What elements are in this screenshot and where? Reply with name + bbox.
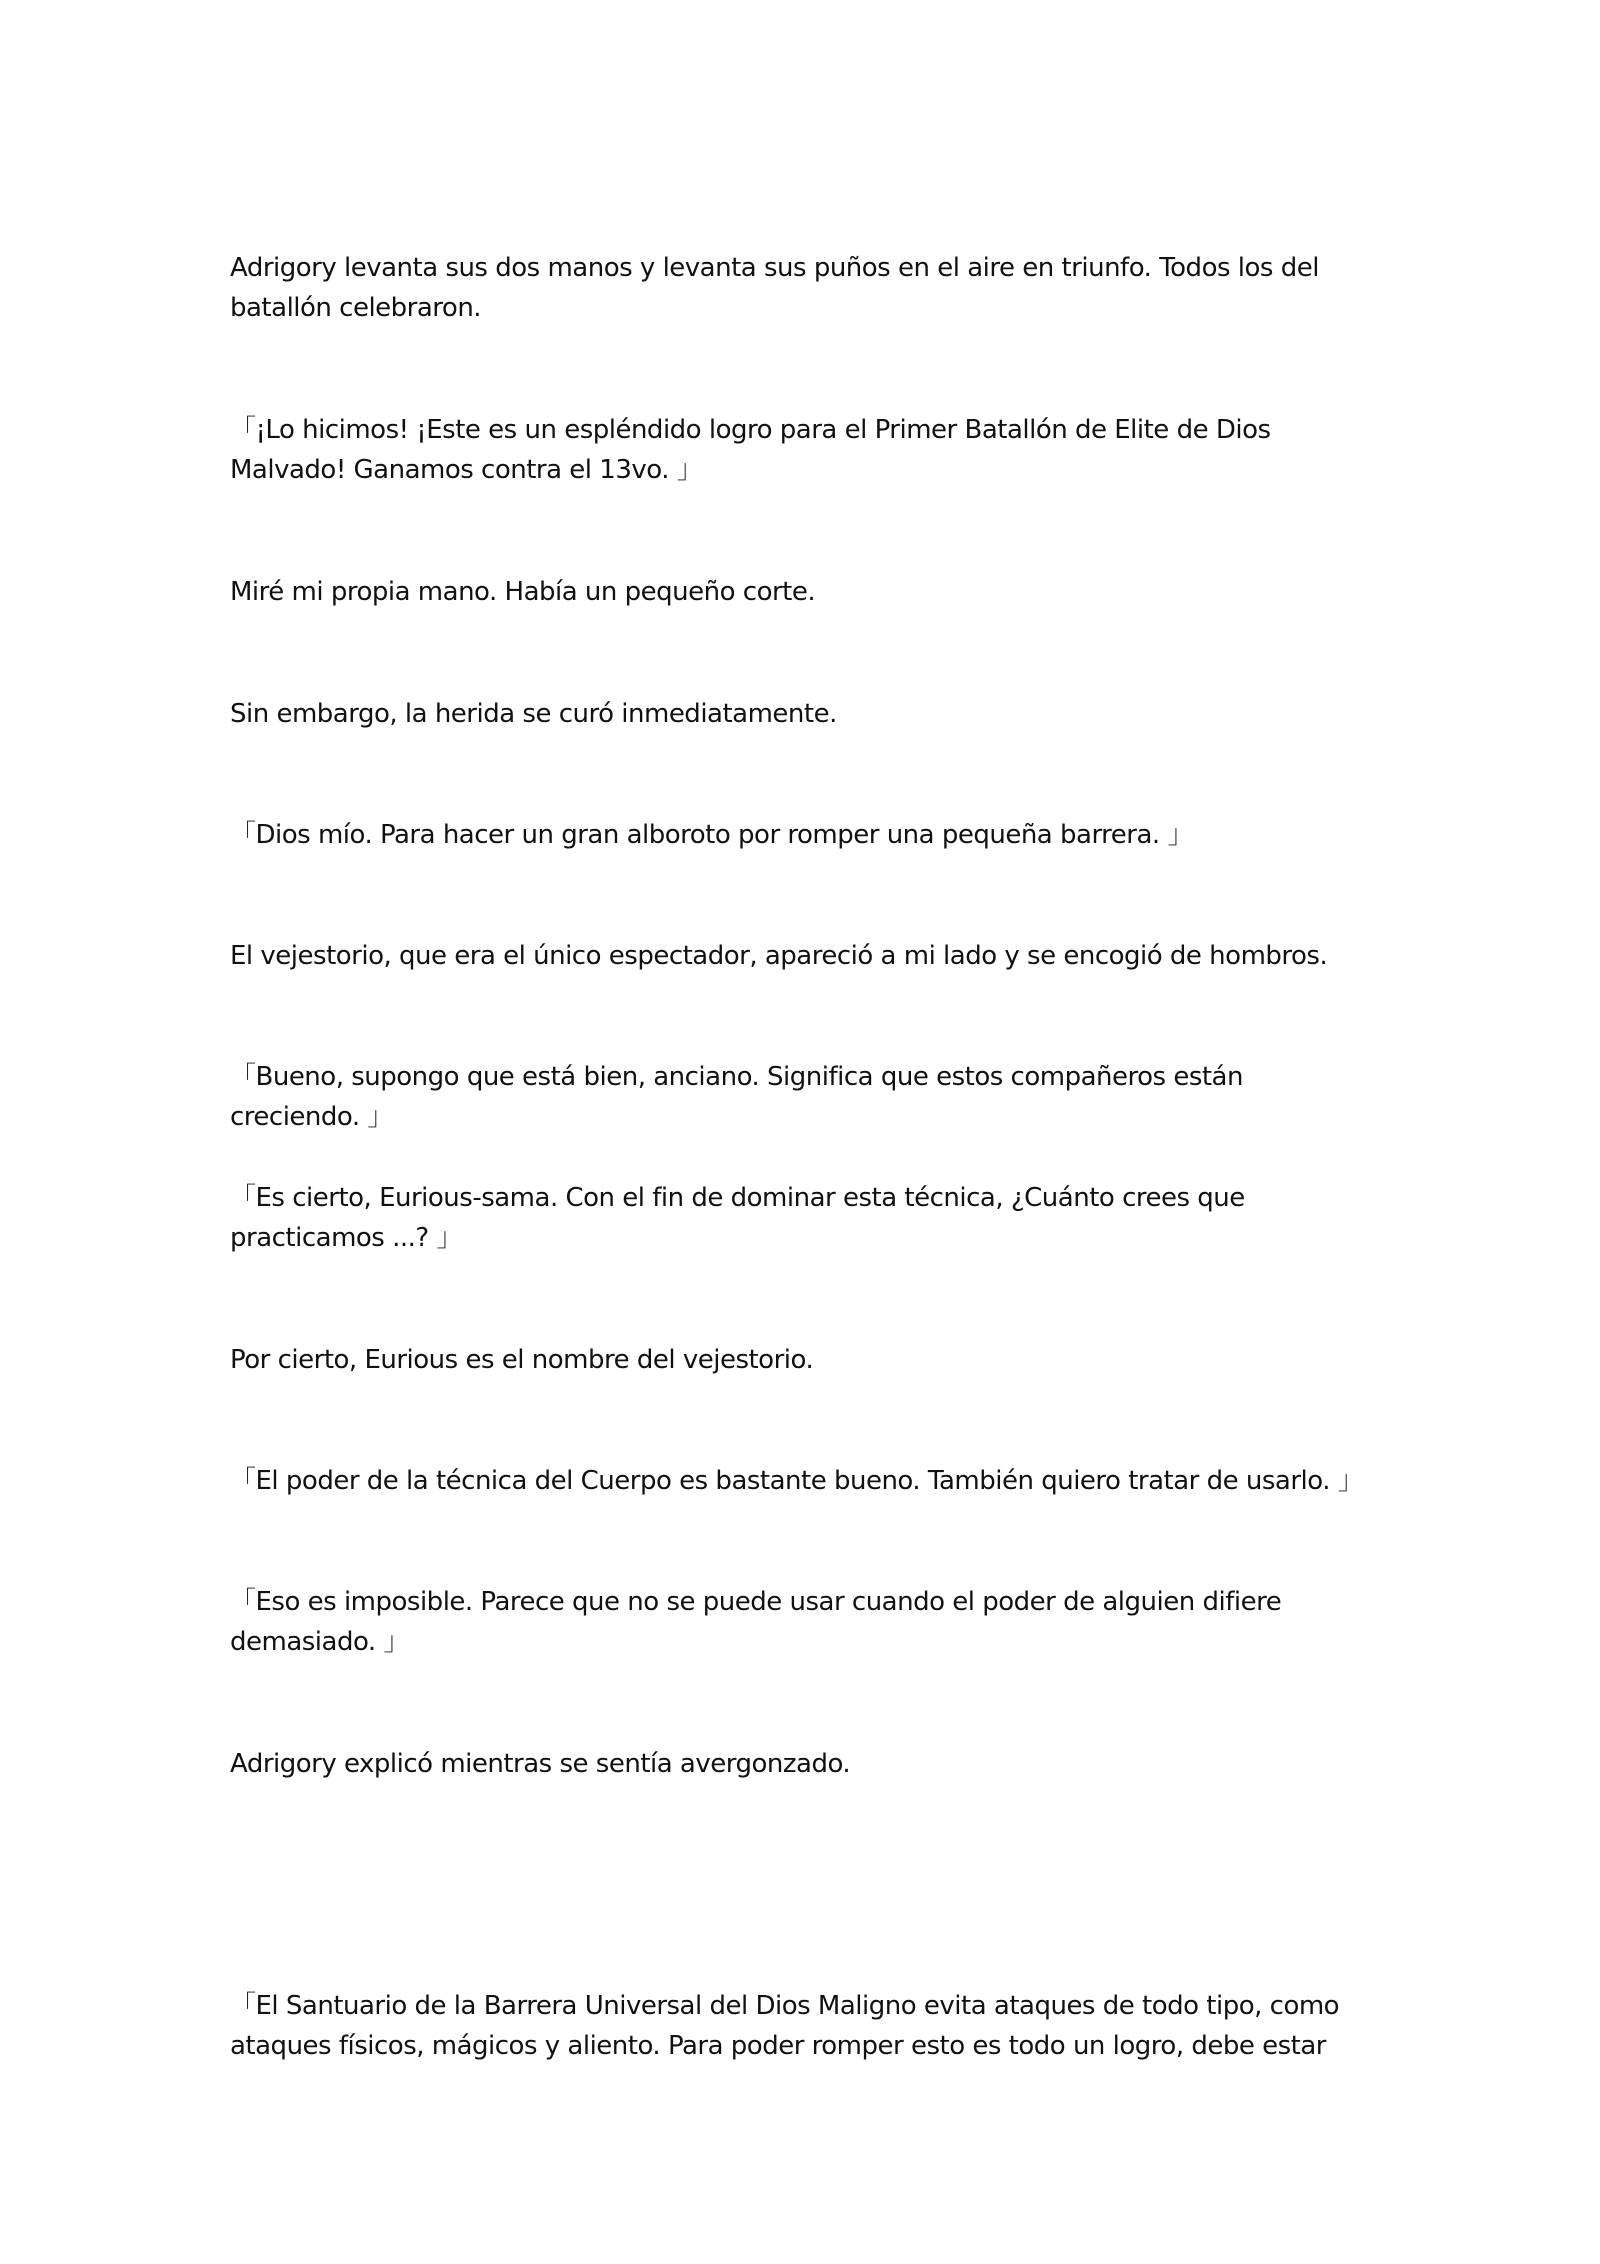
paragraph-8: 「Es cierto, Eurious-sama. Con el fin de dominar esta técnica, ¿Cuánto crees que practicamos ...? 」 bbox=[230, 1183, 1245, 1253]
paragraph-7: 「Bueno, supongo que está bien, anciano. Significa que estos compañeros están creciendo. 」 bbox=[230, 1062, 1243, 1132]
paragraph-1: Adrigory levanta sus dos manos y levanta sus puños en el aire en triunfo. Todos los del batallón celebraron. bbox=[230, 253, 1319, 323]
paragraph-11: 「Eso es imposible. Parece que no se puede usar cuando el poder de alguien difiere demasiado. 」 bbox=[230, 1587, 1282, 1657]
paragraph-2: 「¡Lo hicimos! ¡Este es un espléndido logro para el Primer Batallón de Elite de Dios Malvado! Ganamos contra el 13vo. 」 bbox=[230, 415, 1271, 485]
paragraph-5: 「Dios mío. Para hacer un gran alboroto por romper una pequeña barrera. 」 bbox=[230, 820, 1193, 850]
paragraph-13: 「El Santuario de la Barrera Universal del Dios Maligno evita ataques de todo tipo, como ataques físicos, mágicos y aliento. Para poder romper esto es todo un logro, debe estar bbox=[230, 1991, 1340, 2061]
paragraph-4: Sin embargo, la herida se curó inmediatamente. bbox=[230, 699, 837, 729]
paragraph-10: 「El poder de la técnica del Cuerpo es bastante bueno. También quiero tratar de usarlo. 」 bbox=[230, 1466, 1364, 1496]
paragraph-6: El vejestorio, que era el único espectador, apareció a mi lado y se encogió de hombros. bbox=[230, 941, 1328, 971]
paragraph-3: Miré mi propia mano. Había un pequeño corte. bbox=[230, 577, 816, 607]
paragraph-9: Por cierto, Eurious es el nombre del vejestorio. bbox=[230, 1345, 814, 1375]
paragraph-12: Adrigory explicó mientras se sentía avergonzado. bbox=[230, 1749, 851, 1779]
